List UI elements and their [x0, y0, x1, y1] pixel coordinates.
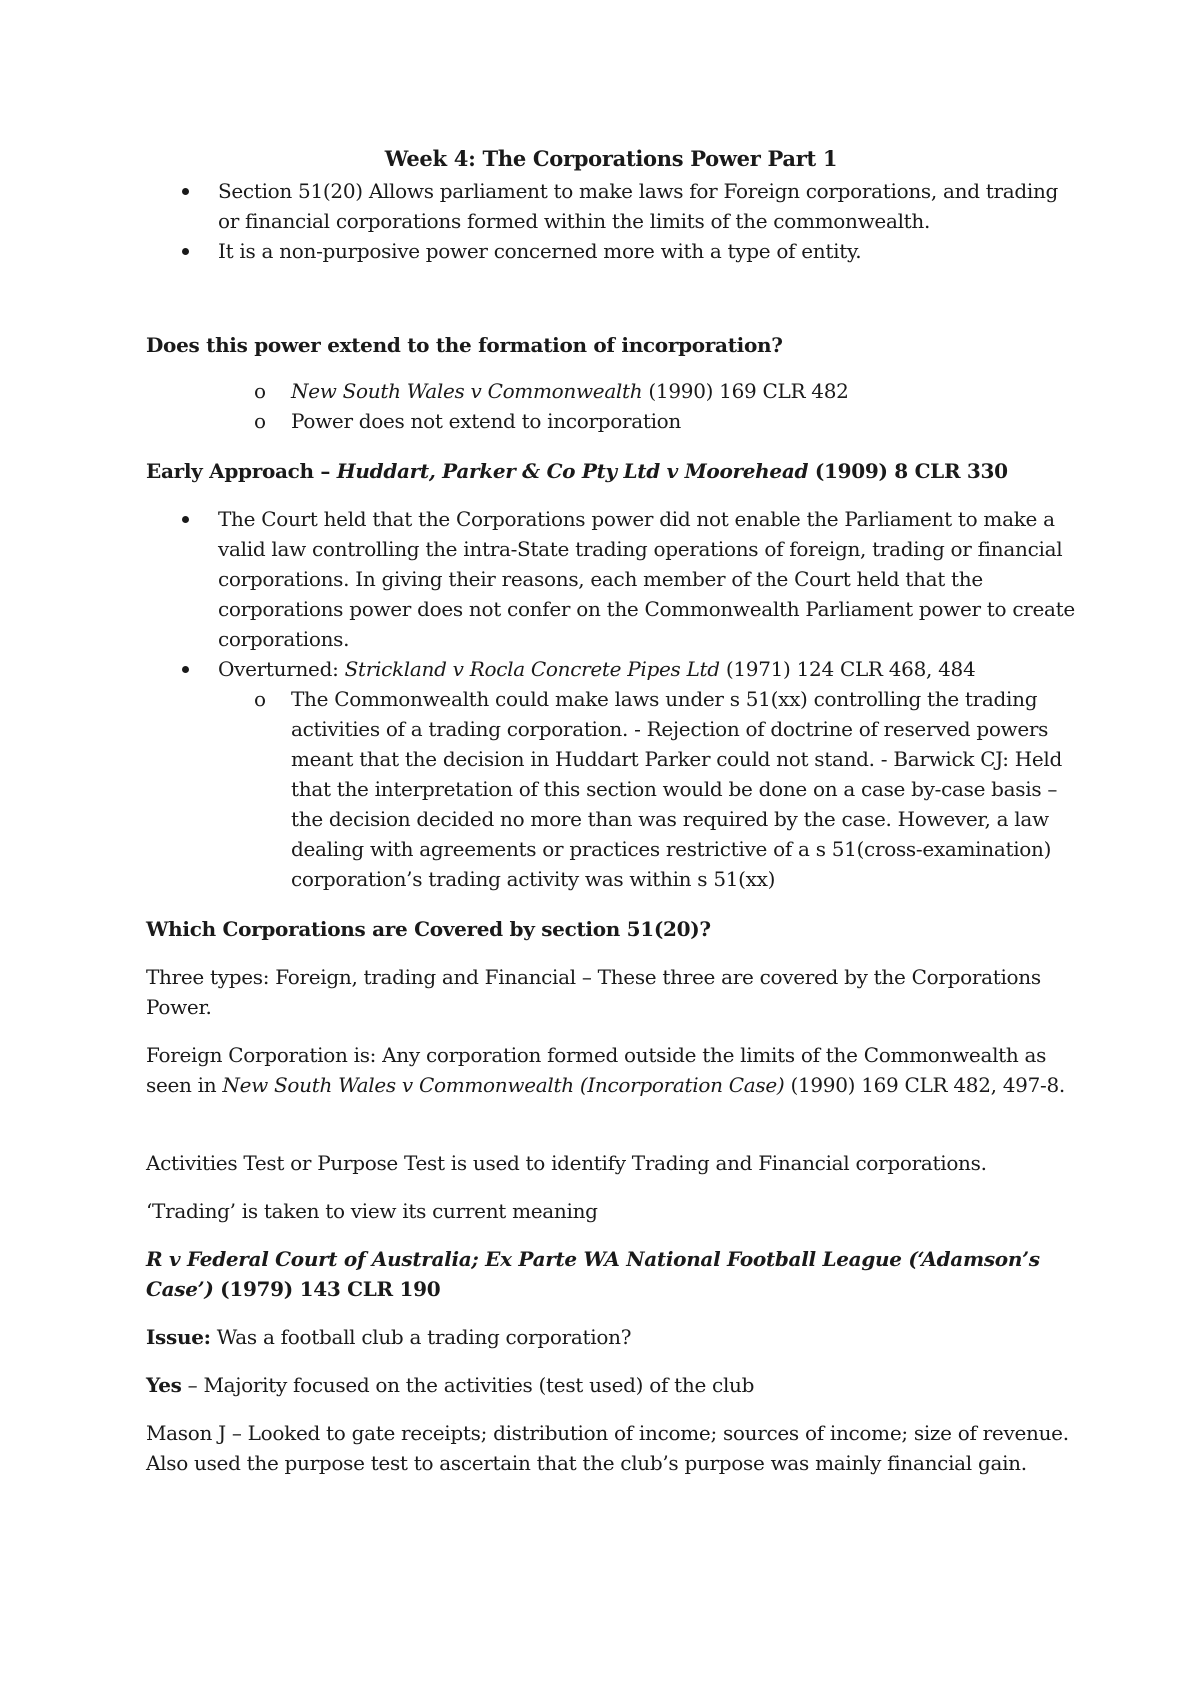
list-item — [146, 376, 1076, 406]
case-name: R v Federal Court of Australia; Ex Parte WA National Football League (‘Adamson’s Case’) — [146, 1247, 1040, 1301]
list-item — [146, 684, 1076, 894]
paragraph-issue — [146, 1322, 1076, 1352]
case-name: New South Wales v Commonwealth — [291, 379, 643, 403]
list-item — [146, 176, 1076, 236]
early-approach-bullets — [146, 504, 1076, 894]
sub-bullet-text: The Commonwealth could make laws under s 51(xx) controlling the trading activities of a trading corporation. - Rejection of doctrine of reserved powers meant that the decision in Huddart Parker could not stand. - Barwick CJ: Held that the interpretation of this section would be done on a case by-case basis – the decision decided no more than was required by the case. However, a law dealing with agreements or practices restrictive of a s 51(cross-examination) corporation’s trading activity was within s 51(xx) — [291, 687, 1062, 891]
bullet-text: Section 51(20) Allows parliament to make laws for Foreign corporations, and trading or financial corporations formed within the limits of the commonwealth. — [218, 179, 1059, 233]
section-heading-formation: Does this power extend to the formation of incorporation? — [146, 333, 783, 357]
bullet-prefix: Overturned: — [218, 657, 345, 681]
paragraph-mason: Mason J – Looked to gate receipts; distribution of income; sources of income; size of revenue. Also used the purpose test to ascertain that the club’s purpose was mainly financial gain. — [146, 1421, 1069, 1475]
heading-prefix: Early Approach – — [146, 459, 337, 483]
bullet-text: It is a non-purposive power concerned more with a type of entity. — [218, 239, 862, 263]
circle-bullet-icon: o — [254, 409, 266, 433]
paragraph-trading-meaning: ‘Trading’ is taken to view its current meaning — [146, 1199, 598, 1223]
paragraph-yes — [146, 1370, 1076, 1400]
section-heading-early-approach — [146, 456, 1076, 486]
yes-text: – Majority focused on the activities (test used) of the club — [181, 1373, 755, 1397]
circle-bullet-icon: o — [254, 379, 266, 403]
case-citation: (1990) 169 CLR 482 — [642, 379, 849, 403]
issue-label: Issue: — [146, 1325, 211, 1349]
paragraph-three-types: Three types: Foreign, trading and Financial – These three are covered by the Corporations Power. — [146, 965, 1041, 1019]
case-citation: (1979) 143 CLR 190 — [213, 1277, 441, 1301]
formation-points — [146, 376, 1076, 436]
bullet-icon — [182, 666, 189, 673]
list-item — [146, 654, 1076, 894]
heading-citation: (1909) 8 CLR 330 — [808, 459, 1008, 483]
intro-bullets — [146, 176, 1076, 266]
bullet-text: The Court held that the Corporations power did not enable the Parliament to make a valid law controlling the intra-State trading operations of foreign, trading or financial corporations. In giving their reasons, each member of the Court held that the corporations power does not confer on the Commonwealth Parliament power to create corporations. — [218, 507, 1075, 651]
circle-bullet-icon: o — [254, 687, 266, 711]
case-name: Strickland v Rocla Concrete Pipes Ltd — [344, 657, 720, 681]
point-text: Power does not extend to incorporation — [291, 409, 682, 433]
case-citation: (1990) 169 CLR 482, 497-8. — [784, 1073, 1065, 1097]
page-title: Week 4: The Corporations Power Part 1 — [384, 146, 838, 171]
list-item — [146, 236, 1076, 266]
case-heading-adamson — [146, 1244, 1076, 1304]
heading-case: Huddart, Parker & Co Pty Ltd v Moorehead — [336, 459, 809, 483]
paragraph-foreign-corporation — [146, 1040, 1076, 1100]
paragraph-tests: Activities Test or Purpose Test is used to identify Trading and Financial corporations. — [146, 1151, 987, 1175]
section-heading-covered: Which Corporations are Covered by section 51(20)? — [146, 917, 711, 941]
para-prefix: Foreign Corporation is: Any corporation formed outside the limits of the Commonwealth as seen in — [146, 1043, 1047, 1097]
bullet-icon — [182, 516, 189, 523]
case-name: New South Wales v Commonwealth (Incorporation Case) — [222, 1073, 785, 1097]
bullet-icon — [182, 188, 189, 195]
bullet-icon — [182, 248, 189, 255]
case-citation: (1971) 124 CLR 468, 484 — [719, 657, 976, 681]
yes-label: Yes — [146, 1373, 182, 1397]
list-item — [146, 504, 1076, 654]
list-item — [146, 406, 1076, 436]
issue-text: Was a football club a trading corporation? — [210, 1325, 632, 1349]
